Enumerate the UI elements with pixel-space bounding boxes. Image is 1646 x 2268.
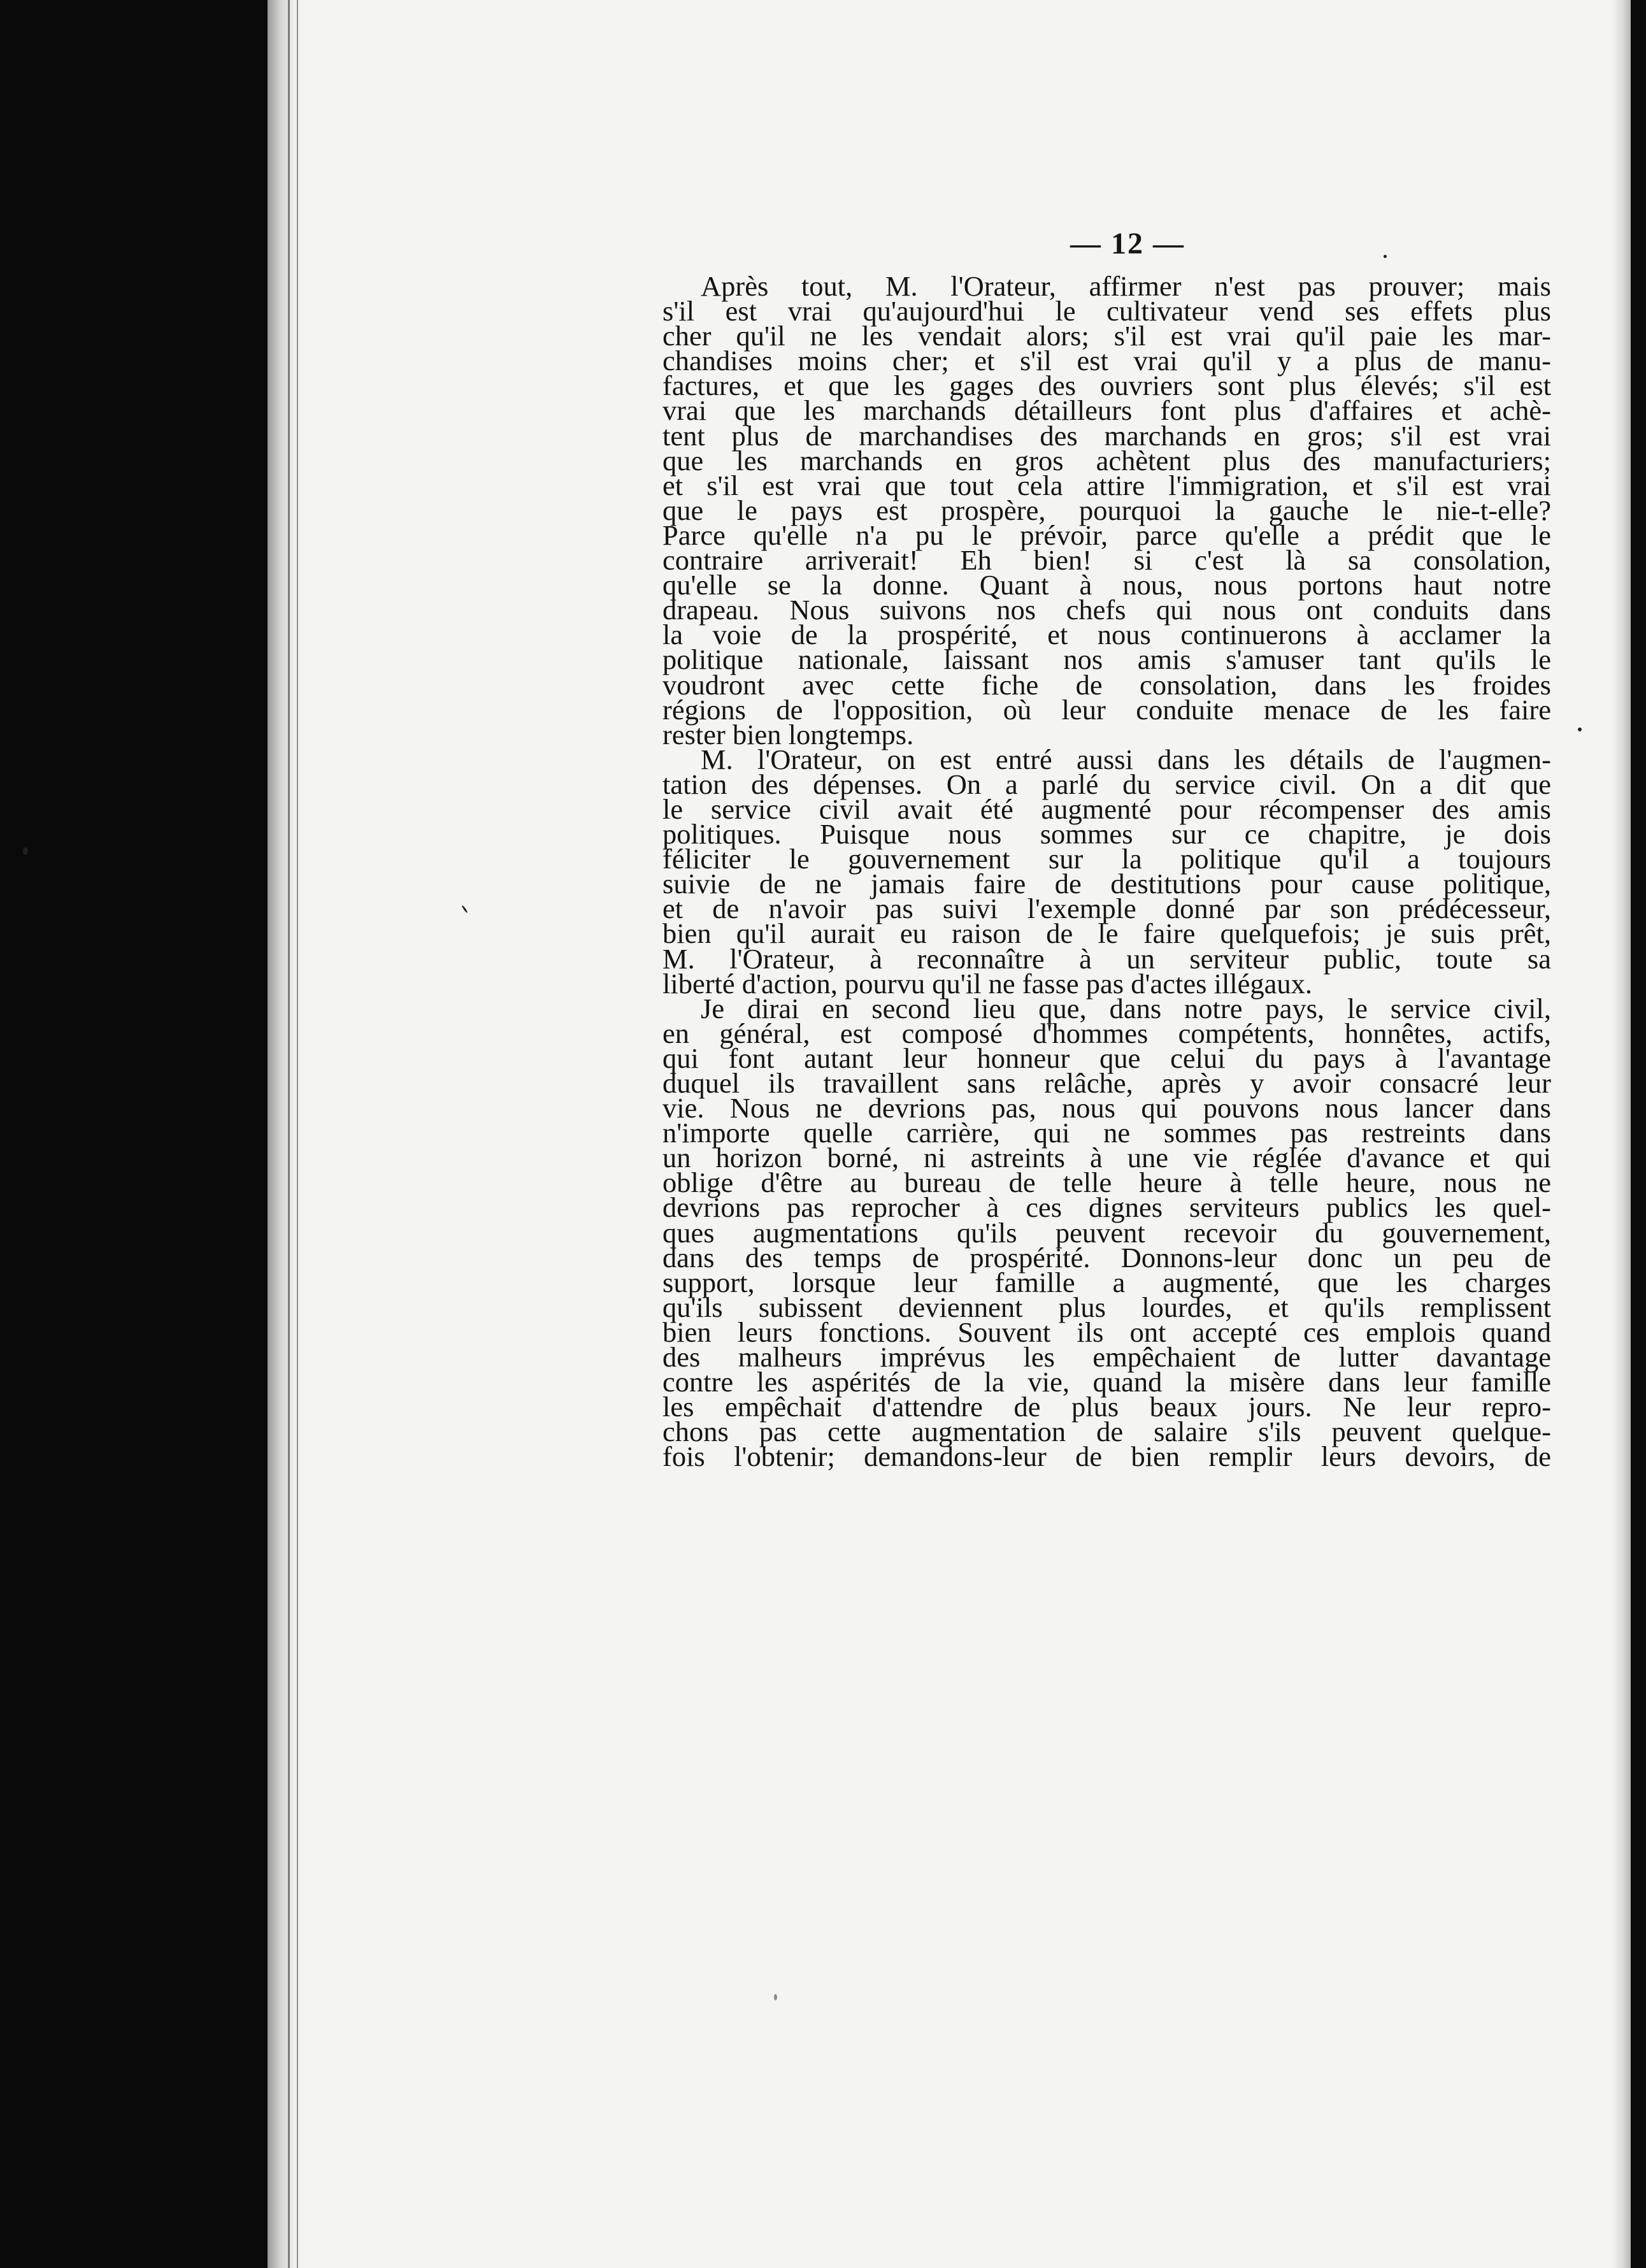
text-line: les empêchait d'attendre de plus beaux jours. Ne leur repro- <box>662 1391 1551 1423</box>
text-line: régions de l'opposition, où leur conduite menace de les faire <box>662 693 1551 726</box>
text-line: que les marchands en gros achètent plus des manufacturiers; <box>662 444 1551 477</box>
binding-line <box>288 0 290 2268</box>
text-line: le service civil avait été augmenté pour récompenser des amis <box>662 793 1551 825</box>
text-line: politique nationale, laissant nos amis s'amuser tant qu'ils le <box>662 643 1551 676</box>
text-line: n'importe quelle carrière, qui ne sommes pas restreints dans <box>662 1117 1551 1149</box>
text-line: suivie de ne jamais faire de destitutions pour cause politique, <box>662 868 1551 900</box>
text-line: Je dirai en second lieu que, dans notre pays, le service civil, <box>701 992 1551 1024</box>
text-line: des malheurs imprévus les empêchaient de lutter davantage <box>662 1341 1551 1374</box>
text-line: en général, est composé d'hommes compétents, honnêtes, actifs, <box>662 1017 1551 1049</box>
page-binding-shadow <box>268 0 306 2268</box>
text-line: contre les aspérités de la vie, quand la misère dans leur famille <box>662 1366 1551 1398</box>
text-line: la voie de la prospérité, et nous continuerons à acclamer la <box>662 619 1551 651</box>
text-line: qu'elle se la donne. Quant à nous, nous portons haut notre <box>662 569 1551 601</box>
scan-speck <box>1578 728 1582 731</box>
text-line: s'il est vrai qu'aujourd'hui le cultivateur vend ses effets plus <box>662 295 1551 327</box>
text-line: devrions pas reprocher à ces dignes serviteurs publics les quel- <box>662 1191 1551 1224</box>
text-line: féliciter le gouvernement sur la politique qu'il a toujours <box>662 843 1551 875</box>
text-line: Après tout, M. l'Orateur, affirmer n'est pas prouver; mais <box>701 270 1551 302</box>
page-right-edge <box>1612 0 1631 2268</box>
body-text <box>662 270 1551 1473</box>
text-line: oblige d'être au bureau de telle heure à telle heure, nous ne <box>662 1166 1551 1199</box>
scan-speck <box>774 1994 777 2000</box>
text-line: voudront avec cette fiche de consolation, dans les froides <box>662 668 1551 701</box>
paragraph <box>662 743 1551 1000</box>
text-line: Parce qu'elle n'a pu le prévoir, parce qu'elle a prédit que le <box>662 519 1551 551</box>
binding-line <box>297 0 298 2268</box>
text-line: bien leurs fonctions. Souvent ils ont accepté ces emplois quand <box>662 1316 1551 1348</box>
text-line: M. l'Orateur, à reconnaître à un serviteur public, toute sa <box>662 942 1551 975</box>
text-line: chandises moins cher; et s'il est vrai qu'il y a plus de manu- <box>662 345 1551 377</box>
scan-speck <box>1384 255 1387 258</box>
text-line: qu'ils subissent deviennent plus lourdes, et qu'ils remplissent <box>662 1291 1551 1323</box>
scan-speck <box>23 847 28 855</box>
text-line: que le pays est prospère, pourquoi la gauche le nie-t-elle? <box>662 494 1551 526</box>
text-line: vrai que les marchands détailleurs font plus d'affaires et achè- <box>662 394 1551 427</box>
text-line: un horizon borné, ni astreints à une vie réglée d'avance et qui <box>662 1142 1551 1174</box>
text-line: tent plus de marchandises des marchands en gros; s'il est vrai <box>662 419 1551 452</box>
text-line: duquel ils travaillent sans relâche, après y avoir consacré leur <box>662 1067 1551 1099</box>
text-line: et de n'avoir pas suivi l'exemple donné par son prédécesseur, <box>662 893 1551 925</box>
text-line: qui font autant leur honneur que celui du pays à l'avantage <box>662 1042 1551 1074</box>
text-line: liberté d'action, pourvu qu'il ne fasse pas d'actes illégaux. <box>662 967 1313 1000</box>
text-line: support, lorsque leur famille a augmenté, que les charges <box>662 1266 1551 1298</box>
text-line: et s'il est vrai que tout cela attire l'immigration, et s'il est vrai <box>662 469 1551 501</box>
text-line: vie. Nous ne devrions pas, nous qui pouvons nous lancer dans <box>662 1092 1551 1124</box>
page-number: — 12 — <box>1070 227 1185 261</box>
paragraph <box>662 992 1551 1473</box>
text-line: cher qu'il ne les vendait alors; s'il est vrai qu'il paie les mar- <box>662 320 1551 352</box>
text-line: contraire arriverait! Eh bien! si c'est là sa consolation, <box>662 544 1551 577</box>
text-line: ques augmentations qu'ils peuvent recevoir du gouvernement, <box>662 1216 1551 1249</box>
text-line: fois l'obtenir; demandons-leur de bien remplir leurs devoirs, de <box>662 1440 1551 1473</box>
text-line: factures, et que les gages des ouvriers sont plus élevés; s'il est <box>662 370 1551 402</box>
text-line: politiques. Puisque nous sommes sur ce chapitre, je dois <box>662 818 1551 850</box>
paragraph <box>662 270 1551 750</box>
text-line: chons pas cette augmentation de salaire s'ils peuvent quelque- <box>662 1416 1551 1448</box>
text-line: M. l'Orateur, on est entré aussi dans les détails de l'augmen- <box>701 743 1551 775</box>
text-line: bien qu'il aurait eu raison de le faire quelquefois; je suis prêt, <box>662 917 1551 950</box>
text-line: tation des dépenses. On a parlé du service civil. On a dit que <box>662 768 1551 800</box>
text-line: dans des temps de prospérité. Donnons-leur donc un peu de <box>662 1241 1551 1274</box>
text-line: drapeau. Nous suivons nos chefs qui nous ont conduits dans <box>662 594 1551 626</box>
text-line: rester bien longtemps. <box>662 718 914 750</box>
